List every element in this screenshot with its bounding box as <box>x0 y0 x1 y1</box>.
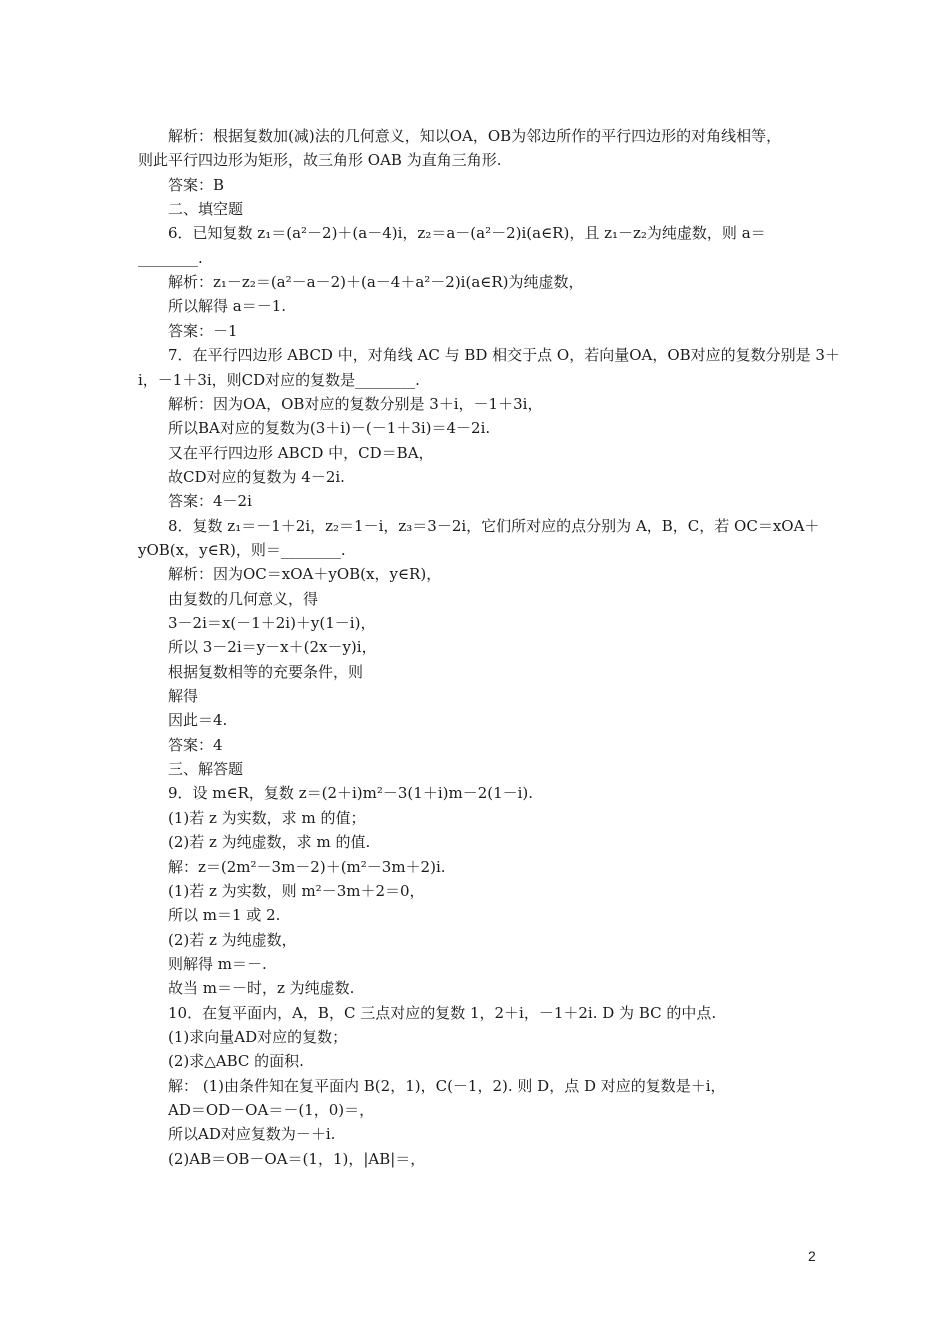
text-line: 所以 m＝1 或 2. <box>168 906 281 925</box>
text-line: 6．已知复数 z₁＝(a²－2)＋(a－4)i，z₂＝a－(a²－2)i(a∈R)，且 z₁－z₂为纯虚数，则 a＝ <box>168 224 766 243</box>
text-line: (2)若 z 为纯虚数，求 m 的值. <box>168 833 371 852</box>
text-line: 三、解答题 <box>168 760 244 779</box>
text-line: (1)求向量AD对应的复数； <box>168 1027 348 1046</box>
text-line: 8．复数 z₁＝－1＋2i，z₂＝1－i，z₃＝3－2i，它们所对应的点分别为 A，B，C，若 OC＝xOA＋ <box>168 516 820 535</box>
text-line: 故CD对应的复数为 4－2i. <box>168 467 345 486</box>
text-line: 根据复数相等的充要条件，则 <box>168 662 364 681</box>
text-line: 解析：因为OA，OB对应的复数分别是 3＋i，－1＋3i， <box>168 394 543 413</box>
text-line: 所以BA对应的复数为(3＋i)－(－1＋3i)＝4－2i. <box>168 419 491 438</box>
text-line: 所以AD对应复数为－＋i. <box>168 1125 336 1144</box>
text-line: 故当 m＝－时，z 为纯虚数. <box>168 979 355 998</box>
text-line: 则此平行四边形为矩形，故三角形 OAB 为直角三角形. <box>138 151 502 170</box>
text-line: (2)AB＝OB－OA＝(1，1)，|AB|＝， <box>168 1149 426 1168</box>
text-line: 解析：因为OC＝xOA＋yOB(x，y∈R)， <box>168 565 442 584</box>
text-line: 答案：B <box>168 175 225 194</box>
text-line: i，－1＋3i，则CD对应的复数是________. <box>138 370 420 389</box>
text-line: 解析：z₁－z₂＝(a²－a－2)＋(a－4＋a²－2)i(a∈R)为纯虚数， <box>168 273 584 292</box>
text-line: 又在平行四边形 ABCD 中，CD＝BA， <box>168 443 434 462</box>
text-line: (2)若 z 为纯虚数， <box>168 930 297 949</box>
text-line: 二、填空题 <box>168 200 244 219</box>
text-line: yOB(x，y∈R)，则＝________. <box>138 540 346 559</box>
text-line: 因此＝4. <box>168 711 228 730</box>
text-line: (1)若 z 为实数，求 m 的值； <box>168 808 366 827</box>
text-line: 解： (1)由条件知在复平面内 B(2，1)，C(－1，2). 则 D，点 D 对应的复数是＋i， <box>168 1076 726 1095</box>
text-line: 由复数的几何意义，得 <box>168 589 319 608</box>
text-line: 3－2i＝x(－1＋2i)＋y(1－i)， <box>168 614 376 632</box>
text-line: 答案：4－2i <box>168 492 252 511</box>
text-line: 解析：根据复数加(减)法的几何意义，知以OA，OB为邻边所作的平行四边形的对角线相等， <box>168 127 782 145</box>
text-line: 解得 <box>168 687 199 706</box>
text-line: 9．设 m∈R，复数 z＝(2＋i)m²－3(1＋i)m－2(1－i). <box>168 784 534 803</box>
text-line: AD＝OD－OA＝－(1，0)＝， <box>168 1101 375 1119</box>
text-line: 7．在平行四边形 ABCD 中，对角线 AC 与 BD 相交于点 O，若向量OA，OB对应的复数分别是 3＋ <box>168 346 840 365</box>
text-line: (2)求△ABC 的面积. <box>168 1052 304 1071</box>
page-number: 2 <box>808 1248 816 1264</box>
text-line: 答案：－1 <box>168 321 238 340</box>
text-line: 10．在复平面内，A，B，C 三点对应的复数 1，2＋i，－1＋2i. D 为 BC 的中点. <box>168 1003 717 1022</box>
text-line: 所以 3－2i＝y－x＋(2x－y)i， <box>168 638 377 657</box>
text-line: 则解得 m＝－. <box>168 954 267 973</box>
text-line: 答案：4 <box>168 735 223 754</box>
text-line: 解：z＝(2m²－3m－2)＋(m²－3m＋2)i. <box>168 857 446 876</box>
text-line: (1)若 z 为实数，则 m²－3m＋2＝0， <box>168 881 425 900</box>
text-line: 所以解得 a＝－1. <box>168 297 287 316</box>
text-line: ________. <box>138 248 203 267</box>
